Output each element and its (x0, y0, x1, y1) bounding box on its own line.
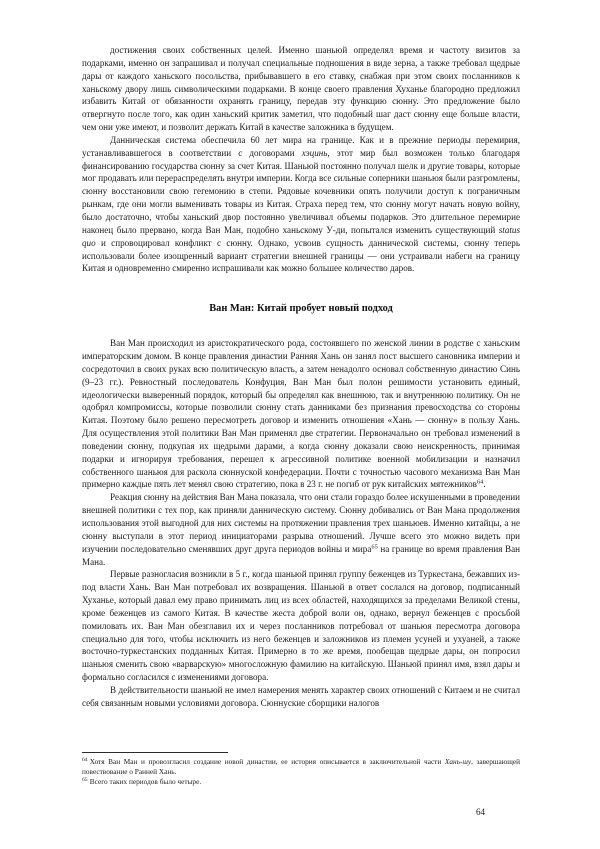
footnote-64-title: Хань-шу (444, 756, 472, 766)
footnote-64-text-2: , завершающей повествование о Ранней Хань. (82, 756, 520, 776)
footnote-number-65: 65 (82, 777, 88, 784)
paragraph-1: достижения своих собственных целей. Именно шаньюй определял время и частоту визитов за подарками, именно он запрашивал и получал специальные подношения в виде зерна, а также требовал щедрые дары от каждого ханьского посольства, прибывавшего в его ставку, снабжая при этом своих посланников к ханьскому двору лишь символическими подарками. В конце своего правления Хуханье благородно предложил избавить Китай от обязанности охранять границу, передав эту функцию сюнну. Это предложение было отвергнуто после того, как один ханьский критик заметил, что подобный шаг даст сюнну еще больше власти, чем они уже имеют, и позволит держать Китай в качестве заложника в будущем. (82, 45, 520, 133)
paragraph-4-tail: на границе во время правления Ван Мана. (82, 543, 520, 567)
paragraph-3 (82, 337, 520, 491)
paragraph-2-text-1: Данническая система обеспечила 60 лет мира на границе. Как и в прежние периоды перемирия, устанавливавшегося в соответствии с договорами (82, 134, 520, 158)
footnote-ref-65[interactable]: 65 (371, 543, 378, 551)
footnote-65 (82, 777, 520, 787)
paragraph-2-text-2: , этот мир был возможен только благодаря финансированию государства сюнну за счет Китая. Шаньюй постоянно получал шелк и другие товары, которые мог продавать или перераспределять внутри империи. Когда все сильные соперники шаньюя были разгромлены, сюнну восстановили свою гегемонию в степи. Рядовые кочевники опять получили доступ к пограничным рынкам, где они могли выменивать товары из Китая. Страха перед тем, что сюнну могут начать новую войну, было достаточно, чтобы ханьский двор постоянно увеличивал объемы подарков. Это длительное перемирие наконец было прервано, когда Ван Ман, подобно ханьскому У-ди, попытался изменить существующий (82, 147, 521, 235)
footnote-area (82, 752, 520, 788)
paragraph-5: Первые разногласия возникли в 5 г., когда шаньюй принял группу беженцев из Туркестана, бежавших из-под власти Хань. Ван Ман потребовал их возвращения. Шаньюй в ответ сослался на договор, подписанный Хуханье, который давал ему право принимать лиц из всех областей, находящихся за пределами Великой стены, кроме беженцев из самого Китая. В качестве жеста доброй воли он, однако, вернул беженцев с просьбой помиловать их. Ван Ман обезглавил их и через посланников потребовал от шаньюя пересмотра договора специально для того, чтобы исключить из него беженцев и заложников из племен усуней и ухуаней, а также восточно-туркестанских подданных Китая. Примерно в то же время, пообещав щедрые дары, он попросил шаньюя сменить свою «варварскую» многосложную фамилию на китайскую. Шаньюй принял имя, взял дары и формально согласился с изменениями договора. (82, 569, 520, 683)
term-heqin: хэцинь (301, 147, 328, 158)
term-status-quo: status quo (82, 224, 520, 248)
heading-spacer-bottom (82, 315, 520, 337)
footnote-ref-64[interactable]: 64 (476, 478, 484, 486)
heading-spacer-top (82, 275, 520, 302)
paragraph-3-text: Ван Ман происходил из аристократического рода, состоявшего по женской линии в родстве с ханьским императорским домом. В конце правления династии Ранняя Хань он занял пост высшего сановника империи и сосредоточил в своих руках всю политическую власть, а затем ненадолго основал собственную династию Синь (9–23 гг.). Ревностный последователь Конфуция, Ван Ман был полон решимости установить единый, идеологически выверенный порядок, который бы определял как внешнюю, так и внутреннюю политику. Он не одобрял компромиссы, которые позволили сюнну стать данниками без признания превосходства со стороны Китая. Поэтому было решено пересмотреть договор и изменить отношения «Хань — сюнну» в пользу Хань. Для осуществления этой политики Ван Ман применял две стратегии. Первоначально он требовал изменений в поведении сюнну, подкупая их щедрыми дарами, а когда сюнну доказали свою неискренность, принимая подарки и игнорируя требования, перешел к агрессивной политике военной мобилизации и назначил собственного шаньюя для раскола сюннуской конфедерации. Почти с точностью часового механизма Ван Ман примерно каждые пять лет менял свою стратегию, пока в 23 г. не погиб от рук китайских мятежников (82, 338, 520, 490)
paragraph-6: В действительности шаньюй не имел намерения менять характер своих отношений с Китаем и не считал себя связанным новыми условиями договора. Сюннуские сборщики налогов (82, 684, 520, 708)
section-heading: Ван Ман: Китай пробует новый подход (209, 303, 393, 315)
page-number: 64 (475, 807, 486, 817)
paragraph-2-text-3: и спровоцировал конфликт с сюнну. Однако, усвоив сущность даннической системы, сюнну теперь использовали более изощренный вариант стратегии внешней границы — они устраивали набеги на границу Китая и одновременно смиренно испрашивали как можно большее количество даров. (82, 237, 520, 274)
page-body (82, 44, 520, 710)
footnote-separator-rule (82, 752, 228, 753)
paragraph-2 (82, 134, 520, 275)
footnote-64-text-1: Хотя Ван Ман и провозгласил создание новой династии, ее история описывается в заключительной части (89, 756, 445, 766)
paragraph-4 (82, 491, 520, 568)
footnote-65-text-1: Всего таких периодов было четыре. (89, 777, 202, 787)
footnote-64 (82, 757, 520, 778)
footnote-number-64: 64 (82, 756, 88, 763)
paragraph-4-text: Реакция сюнну на действия Ван Мана показала, что они стали гораздо более искушенными в проведении внешней политики с тех пор, как приняли данническую систему. Сюнну добивались от Ван Мана продолжения использования этой выгодной для них системы на протяжении правления трех шаньюев. Именно китайцы, а не сюнну выступали в этот период инициаторами разрыва отношений. Лучше всего это можно видеть при изучении последовательно сменявших друг друга периодов войны и мира (82, 492, 520, 554)
paragraph-3-tail: . (483, 479, 486, 490)
